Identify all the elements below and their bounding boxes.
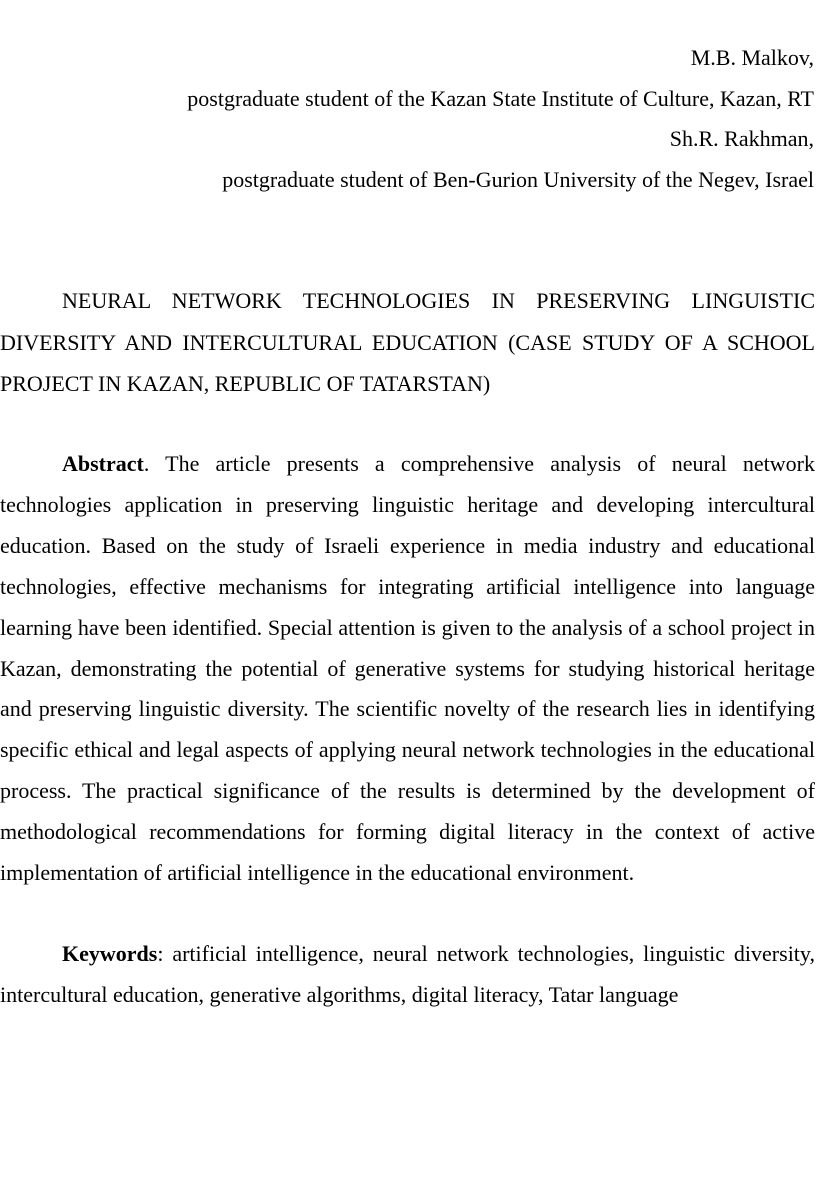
author-affiliation: postgraduate student of the Kazan State Institute of Culture, Kazan, RT xyxy=(187,85,814,111)
abstract-paragraph xyxy=(0,444,815,894)
keywords-label: Keywords xyxy=(62,941,158,966)
author-affiliation: postgraduate student of Ben-Gurion University of the Negev, Israel xyxy=(222,166,814,192)
abstract-label: Abstract xyxy=(62,451,144,476)
keywords-paragraph xyxy=(0,934,815,1016)
article-title: NEURAL NETWORK TECHNOLOGIES IN PRESERVING LINGUISTIC DIVERSITY AND INTERCULTURAL EDUCATION (CASE STUDY OF A SCHOOL PROJECT IN KAZAN, REPUBLIC OF TATARSTAN) xyxy=(0,288,815,396)
abstract-text: . The article presents a comprehensive analysis of neural network technologies application in preserving linguistic heritage and developing intercultural education. Based on the study of Israeli experience in media industry and educational technologies, effective mechanisms for integrating artificial intelligence into language learning have been identified. Special attention is given to the analysis of a school project in Kazan, demonstrating the potential of generative systems for studying historical heritage and preserving linguistic diversity. The scientific novelty of the research lies in identifying specific ethical and legal aspects of applying neural network technologies in the educational process. The practical significance of the results is determined by the development of methodological recommendations for forming digital literacy in the context of active implementation of artificial intelligence in the educational environment. xyxy=(0,451,815,886)
author-name: M.B. Malkov, xyxy=(690,45,814,70)
author-name: Sh.R. Rakhman, xyxy=(669,126,814,151)
keywords-text: : artificial intelligence, neural network technologies, linguistic diversity, intercultural education, generative algorithms, digital literacy, Tatar language xyxy=(0,941,815,1007)
author-block xyxy=(0,38,814,200)
